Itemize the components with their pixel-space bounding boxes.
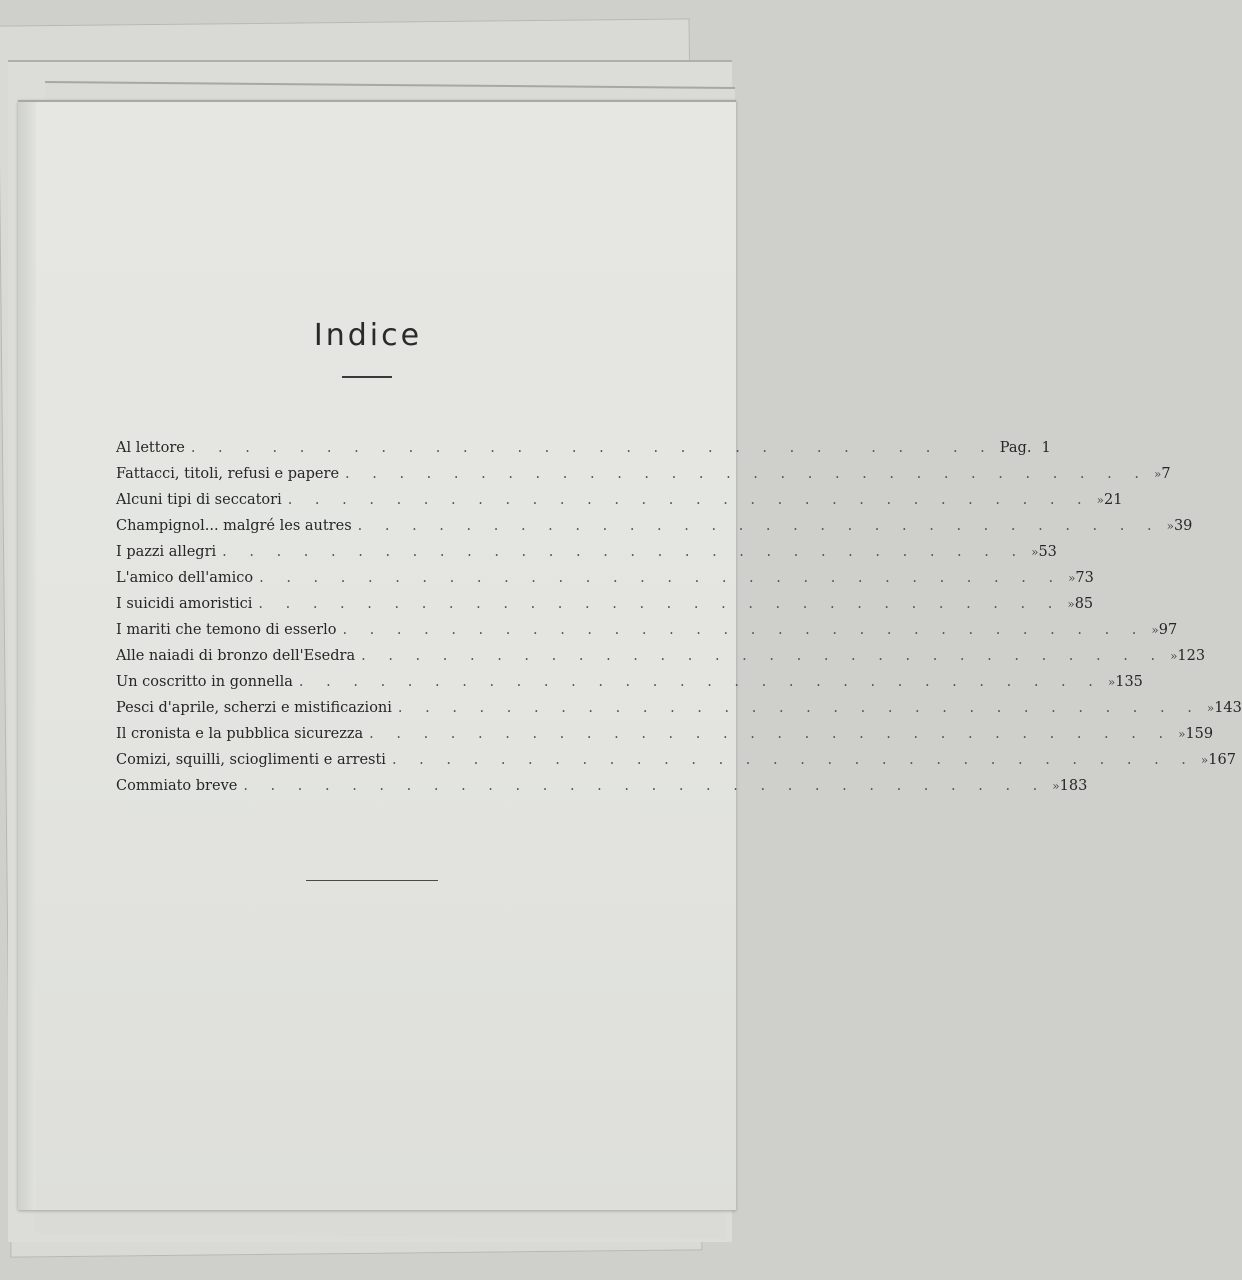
- toc-entry-title: Alle naiadi di bronzo dell'Esedra: [116, 648, 356, 664]
- toc-entry: [116, 544, 1057, 570]
- toc-continuation-mark: »: [1096, 493, 1105, 507]
- toc-leader-dots: . . . . . . . . . . . . . . . . . . . . . . . . . . . . . .: [397, 700, 1201, 716]
- toc-entry-title: Alcuni tipi di seccatori: [116, 492, 282, 508]
- title-rule: [342, 376, 392, 378]
- toc-entry-title: Commiato breve: [116, 778, 238, 794]
- toc-leader-dots: . . . . . . . . . . . . . . . . . . . . . . . . . . . . . .: [259, 570, 1063, 586]
- toc-entry-page: 53: [1038, 544, 1057, 560]
- toc-entry-page: 1: [1041, 440, 1051, 456]
- toc-leader-dots: . . . . . . . . . . . . . . . . . . . . . . . . . . . . . .: [357, 518, 1161, 534]
- toc-leader-dots: . . . . . . . . . . . . . . . . . . . . . . . . . . . . . .: [361, 648, 1165, 664]
- toc-continuation-mark: »: [1200, 753, 1209, 767]
- toc-entry: [116, 466, 1171, 492]
- toc-entry: [116, 778, 1088, 804]
- toc-entry: [116, 622, 1178, 648]
- toc-entry-title: Al lettore: [116, 440, 185, 456]
- toc-page-label: Pag.: [999, 440, 1032, 456]
- toc-entry-title: I pazzi allegri: [116, 544, 217, 560]
- toc-entry-page: 135: [1115, 674, 1143, 690]
- toc-leader-dots: . . . . . . . . . . . . . . . . . . . . . . . . . . . . . .: [243, 778, 1047, 794]
- table-of-contents: [116, 440, 1242, 804]
- toc-leader-dots: . . . . . . . . . . . . . . . . . . . . . . . . . . . . . .: [342, 622, 1146, 638]
- toc-entry-page: 183: [1059, 778, 1088, 794]
- toc-entry: [116, 700, 1242, 726]
- toc-leader-dots: . . . . . . . . . . . . . . . . . . . . . . . . . . . . . .: [287, 492, 1091, 508]
- toc-leader-dots: . . . . . . . . . . . . . . . . . . . . . . . . . . . . . .: [369, 726, 1173, 742]
- toc-entry-page: 73: [1075, 570, 1094, 586]
- toc-entry-page: 7: [1161, 466, 1171, 482]
- toc-entry-title: I suicidi amoristici: [116, 596, 253, 612]
- toc-continuation-mark: »: [1151, 623, 1159, 637]
- toc-entry: [116, 440, 1051, 466]
- toc-entry: [116, 726, 1214, 752]
- toc-continuation-mark: »: [1031, 545, 1039, 559]
- toc-continuation-mark: »: [1107, 675, 1116, 689]
- toc-entry-title: I mariti che temono di esserlo: [116, 622, 337, 638]
- toc-entry: [116, 518, 1193, 544]
- toc-entry-title: Un coscritto in gonnella: [116, 674, 293, 690]
- toc-continuation-mark: »: [1068, 571, 1076, 585]
- toc-entry-page: 123: [1177, 648, 1206, 664]
- toc-leader-dots: . . . . . . . . . . . . . . . . . . . . . . . . . . . . . .: [190, 440, 994, 456]
- toc-entry-title: Comizi, squilli, scioglimenti e arresti: [116, 752, 386, 768]
- toc-continuation-mark: »: [1178, 727, 1186, 741]
- toc-entry-title: L'amico dell'amico: [116, 570, 254, 586]
- toc-continuation-mark: »: [1166, 519, 1174, 533]
- toc-continuation-mark: »: [1153, 467, 1162, 481]
- page-title: Indice: [313, 318, 423, 353]
- toc-leader-dots: . . . . . . . . . . . . . . . . . . . . . . . . . . . . . .: [222, 544, 1026, 560]
- toc-entry-title: Champignol... malgré les autres: [116, 518, 352, 534]
- toc-leader-dots: . . . . . . . . . . . . . . . . . . . . . . . . . . . . . .: [391, 752, 1195, 768]
- toc-leader-dots: . . . . . . . . . . . . . . . . . . . . . . . . . . . . . .: [298, 674, 1102, 690]
- toc-entry: [116, 674, 1143, 700]
- end-rule: [306, 880, 438, 881]
- toc-entry: [116, 596, 1094, 622]
- toc-continuation-mark: »: [1170, 649, 1178, 663]
- toc-entry: [116, 570, 1094, 596]
- toc-entry-page: 39: [1173, 518, 1193, 534]
- toc-entry: [116, 648, 1206, 674]
- toc-leader-dots: . . . . . . . . . . . . . . . . . . . . . . . . . . . . . .: [345, 466, 1148, 482]
- toc-entry-page: 85: [1074, 596, 1094, 612]
- toc-entry-page: 167: [1208, 752, 1236, 768]
- toc-continuation-mark: »: [1206, 701, 1215, 715]
- toc-entry-page: 97: [1158, 622, 1178, 638]
- toc-entry: [116, 752, 1236, 778]
- page-binding-edge: [18, 102, 36, 1210]
- toc-entry-title: Fattacci, titoli, refusi e papere: [116, 466, 340, 482]
- toc-entry: [116, 492, 1123, 518]
- toc-entry-page: 21: [1104, 492, 1123, 508]
- toc-continuation-mark: »: [1052, 779, 1060, 793]
- toc-entry-page: 159: [1185, 726, 1214, 742]
- toc-entry-title: Pesci d'aprile, scherzi e mistificazioni: [116, 700, 392, 716]
- toc-continuation-mark: »: [1067, 597, 1075, 611]
- toc-leader-dots: . . . . . . . . . . . . . . . . . . . . . . . . . . . . . .: [258, 596, 1062, 612]
- toc-entry-title: Il cronista e la pubblica sicurezza: [116, 726, 364, 742]
- toc-entry-page: 143: [1214, 700, 1242, 716]
